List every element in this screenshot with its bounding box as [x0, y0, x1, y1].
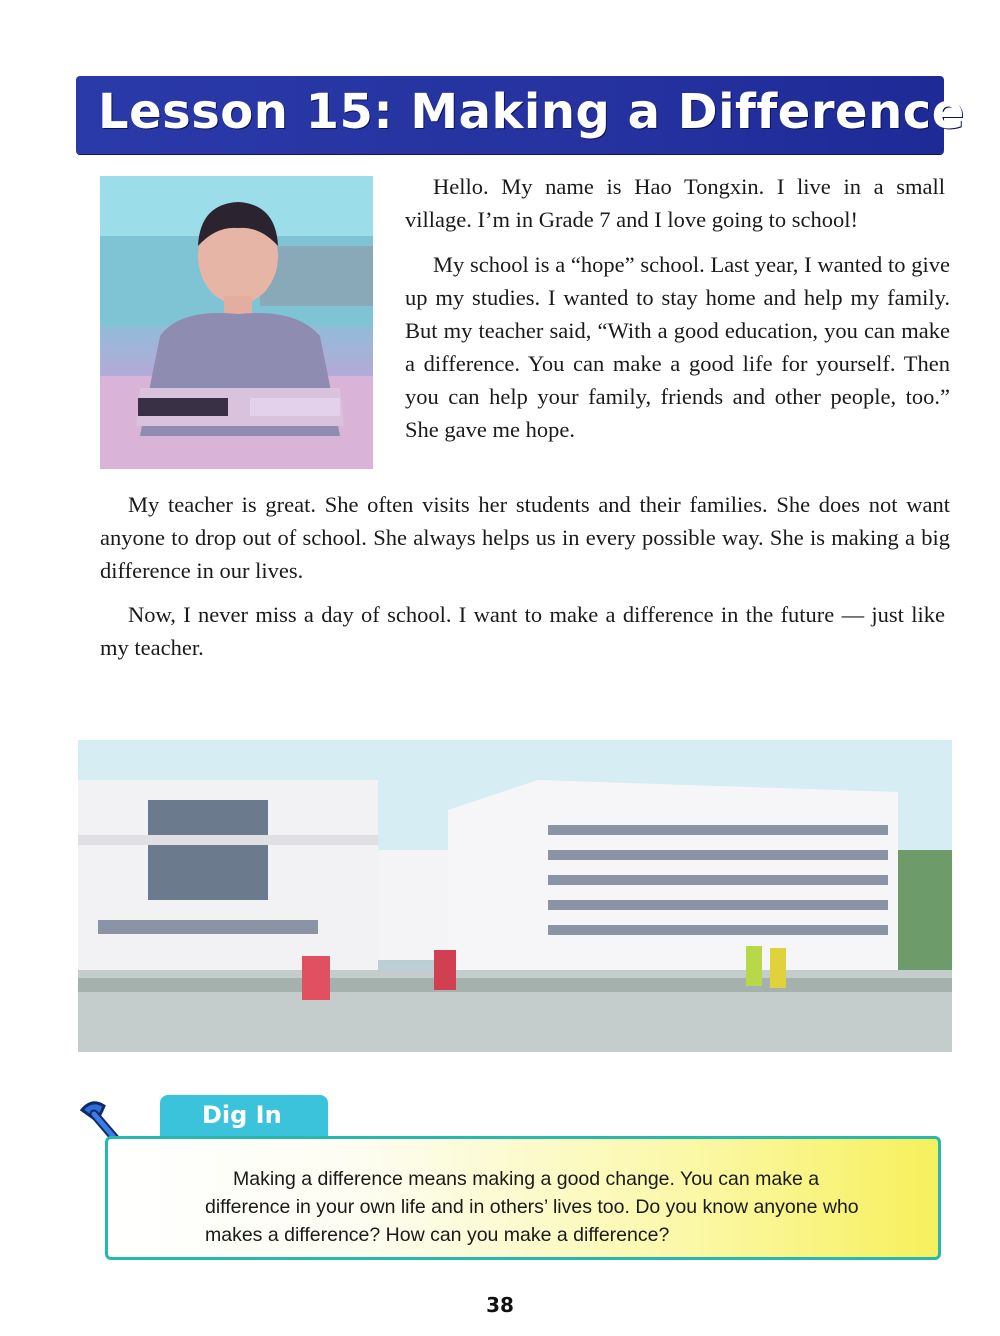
story-paragraph: Hello. My name is Hao Tongxin. I live in a small village. I’m in Grade 7 and I love going to school!	[405, 174, 945, 232]
lesson-title: Lesson 15: Making a Difference	[98, 84, 965, 140]
page-number: 38	[486, 1293, 514, 1317]
dig-in-label: Dig In	[202, 1101, 282, 1129]
dig-in-box	[105, 1136, 941, 1260]
story-paragraph: My school is a “hope” school. Last year, I wanted to give up my studies. I wanted to stay home and help my family. But my teacher said, “With a good education, you can make a difference. You can make a good life for yourself. Then you can help your family, friends and other people, too.” She gave me hope.	[405, 252, 950, 442]
story-paragraph: My teacher is great. She often visits her students and their families. She does not want anyone to drop out of school. She always helps us in every possible way. She is making a big difference in our lives.	[100, 492, 950, 583]
dig-in-tab	[160, 1095, 328, 1139]
lesson-title-banner	[76, 76, 965, 154]
story-paragraph: Now, I never miss a day of school. I want to make a difference in the future — just like my teacher.	[100, 602, 945, 660]
student-photo	[100, 176, 373, 469]
dig-in-text: Making a difference means making a good change. You can make a difference in your own life and in others’ lives too. Do you know anyone who makes a difference? How can you make a difference?	[205, 1168, 859, 1246]
school-building-photo	[78, 740, 952, 1052]
